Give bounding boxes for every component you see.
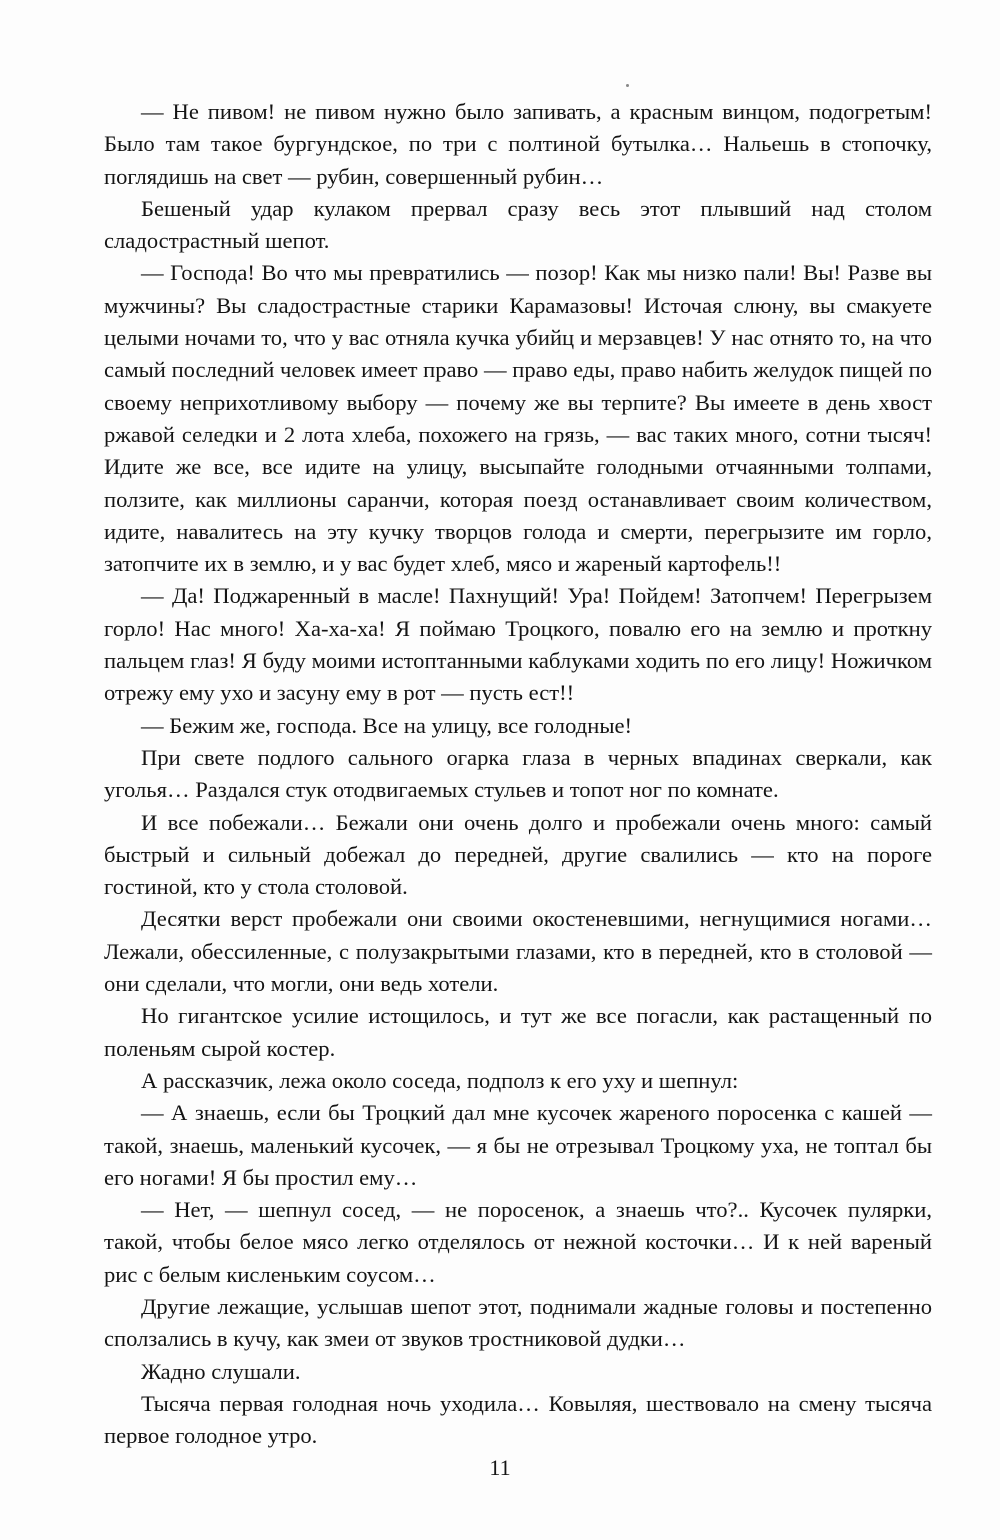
page-number: 11 bbox=[489, 1455, 511, 1480]
paragraph: Тысяча первая голодная ночь уходила… Ковыляя, шествовало на смену тысяча первое голодное утро. bbox=[104, 1390, 932, 1449]
paragraph: — Не пивом! не пивом нужно было запивать, а красным винцом, подогретым! Было там такое бургундское, по три с полтиной бутылка… Нальешь в стопочку, поглядишь на свет — рубин, совершенный рубин… bbox=[104, 99, 932, 189]
paragraph: — Бежим же, господа. Все на улицу, все голодные! bbox=[141, 712, 633, 738]
paragraph: — Да! Поджаренный в масле! Пахнущий! Ура! Пойдем! Затопчем! Перегрызем горло! Нас много! Ха-ха-ха! Я поймаю Троцкого, повалю его на землю и проткну пальцем глаз! Я буду моими истоптанными каблуками ходить по его лицу! Ножичком отрежу ему ухо и засуну ему в рот — пусть ест!! bbox=[104, 583, 932, 706]
paragraph: А рассказчик, лежа около соседа, подполз к его уху и шепнул: bbox=[141, 1067, 739, 1093]
paragraph: — Господа! Во что мы превратились — позор! Как мы низко пали! Вы! Разве вы мужчины? Вы сладострастные старики Карамазовы! Источая слюну, вы смакуете целыми ночами то, что у вас отняла кучка убийц и мерзавцев! У нас отнято то, на что самый последний человек имеет право — право еды, право набить желудок пищей по своему неприхотливому выбору — почему же вы терпите? Вы имеете в день хвост ржавой селедки и 2 лота хлеба, похожего на грязь, — вас таких много, сотни тысяч! Идите же все, все идите на улицу, высыпайте голодными отчаянными толпами, ползите, как миллионы саранчи, которая поезд останавливает своим количеством, идите, навалитесь на эту кучку творцов голода и смерти, перегрызите им горло, затопчите их в землю, и у вас будет хлеб, мясо и жареный картофель!! bbox=[104, 260, 932, 577]
paragraph: Другие лежащие, услышав шепот этот, поднимали жадные головы и постепенно сползались в кучу, как змеи от звуков тростниковой дудки… bbox=[104, 1293, 932, 1352]
paragraph: — Нет, — шепнул сосед, — не поросенок, а знаешь что?.. Кусочек пулярки, такой, чтобы белое мясо легко отделялось от нежной косточки… И к ней вареный рис с белым кисленьким соусом… bbox=[104, 1197, 932, 1287]
paragraph: И все побежали… Бежали они очень долго и пробежали очень много: самый быстрый и сильный добежал до передней, другие свалились — кто на пороге гостиной, кто у стола столовой. bbox=[104, 809, 932, 900]
paragraph: Но гигантское усилие истощилось, и тут же все погасли, как растащенный по поленьям сырой костер. bbox=[104, 1003, 932, 1061]
paragraph: — А знаешь, если бы Троцкий дал мне кусочек жареного поросенка с кашей — такой, знаешь, маленький кусочек, — я бы не отрезывал Троцкому уха, не топтал бы его ногами! Я бы простил ему… bbox=[104, 1100, 932, 1190]
body-text bbox=[104, 96, 932, 1452]
paper-speck bbox=[626, 84, 629, 87]
paragraph: При свете подлого сального огарка глаза в черных впадинах сверкали, как уголья… Раздался стук отодвигаемых стульев и топот ног по комнате. bbox=[104, 744, 932, 803]
paragraph: Десятки верст пробежали они своими окостеневшими, негнущимися ногами… Лежали, обессиленные, с полузакрытыми глазами, кто в передней, кто в столовой — они сделали, что могли, они ведь хотели. bbox=[104, 906, 932, 997]
paragraph: Жадно слушали. bbox=[141, 1358, 301, 1384]
paragraph: Бешеный удар кулаком прервал сразу весь этот плывший над столом сладострастный шепот. bbox=[104, 195, 932, 254]
